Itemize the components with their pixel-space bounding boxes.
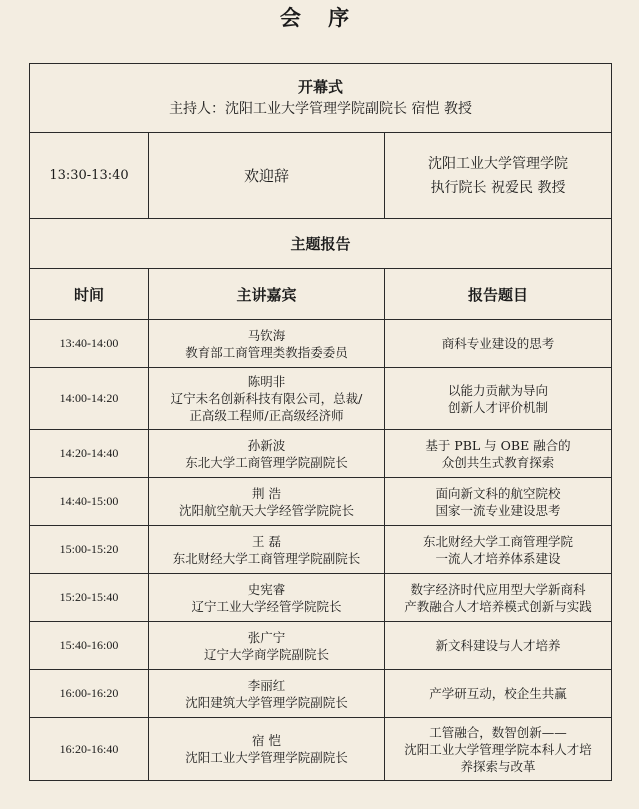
row-speaker-cell [149, 622, 385, 670]
speaker-name: 陈明非 [247, 374, 286, 389]
table-row [30, 574, 612, 622]
row-topic-cell [385, 320, 612, 368]
opening-speaker-line: 沈阳工业大学管理学院 [428, 155, 569, 172]
topic-line: 工管融合，数智创新—— [429, 724, 567, 740]
table-row [30, 670, 612, 718]
topic-line: 产学研互动，校企生共赢 [429, 686, 567, 701]
row-speaker-cell [149, 670, 385, 718]
page-title: 会 序 [279, 5, 360, 30]
speaker-name: 张广宁 [247, 629, 286, 645]
table-row [30, 430, 612, 478]
row-time: 14:20-14:40 [30, 430, 149, 478]
speaker-name: 荆 浩 [252, 485, 281, 501]
row-time: 16:00-16:20 [30, 670, 149, 718]
topic-line: 数字经济时代应用型大学新商科 [410, 581, 586, 597]
speaker-title: 沈阳工业大学管理学院副院长 [185, 750, 348, 765]
speaker-name: 李丽红 [247, 677, 286, 693]
table-row [30, 718, 612, 781]
row-speaker-cell [149, 574, 385, 622]
row-speaker-cell [149, 430, 385, 478]
opening-host: 主持人：沈阳工业大学管理学院副院长 宿恺 教授 [169, 101, 472, 117]
table-row [30, 320, 612, 368]
speaker-name: 马钦海 [247, 327, 286, 343]
reports-section-row [30, 219, 612, 269]
speaker-title: 东北财经大学工商管理学院副院长 [172, 550, 361, 566]
row-topic-cell [385, 430, 612, 478]
row-time: 13:40-14:00 [30, 320, 149, 368]
topic-line: 产教融合人才培养模式创新与实践 [404, 598, 592, 614]
topic-line: 商科专业建设的思考 [441, 336, 555, 351]
column-header-time: 时间 [30, 269, 149, 320]
row-topic-cell [385, 574, 612, 622]
opening-section-row [30, 64, 612, 133]
row-time: 14:00-14:20 [30, 368, 149, 430]
table-row [30, 368, 612, 430]
speaker-title: 辽宁工业大学经管学院院长 [191, 598, 342, 614]
opening-section-cell [30, 64, 612, 133]
speaker-title: 东北大学工商管理学院副院长 [185, 454, 348, 470]
row-time: 14:40-15:00 [30, 478, 149, 526]
reports-heading: 主题报告 [30, 219, 612, 269]
topic-line: 沈阳工业大学管理学院本科人才培 [404, 741, 592, 757]
topic-line: 新文科建设与人才培养 [435, 638, 561, 653]
row-time: 15:20-15:40 [30, 574, 149, 622]
table-header-row [30, 269, 612, 320]
row-topic-cell [385, 622, 612, 670]
speaker-title: 沈阳航空航天大学经管学院院长 [178, 502, 354, 518]
row-speaker-cell [149, 526, 385, 574]
column-header-topic: 报告题目 [385, 269, 612, 320]
speaker-title: 教育部工商管理类教指委委员 [185, 344, 348, 360]
row-speaker-cell [149, 320, 385, 368]
row-topic-cell [385, 670, 612, 718]
table-row [30, 526, 612, 574]
opening-speaker-line: 执行院长 祝爱民 教授 [430, 179, 566, 196]
row-topic-cell [385, 478, 612, 526]
table-row [30, 478, 612, 526]
topic-line: 基于 PBL 与 OBE 融合的 [425, 437, 571, 453]
row-topic-cell [385, 526, 612, 574]
row-speaker-cell [149, 368, 385, 430]
agenda-table [29, 63, 612, 781]
opening-welcome-row [30, 133, 612, 219]
opening-time: 13:30-13:40 [30, 133, 149, 219]
row-time: 15:00-15:20 [30, 526, 149, 574]
topic-line: 一流人才培养体系建设 [435, 550, 561, 566]
speaker-name: 王 磊 [252, 533, 281, 549]
row-time: 16:20-16:40 [30, 718, 149, 781]
table-row [30, 622, 612, 670]
row-speaker-cell [149, 478, 385, 526]
speaker-name: 史宪睿 [247, 581, 286, 597]
row-speaker-cell [149, 718, 385, 781]
column-header-speaker: 主讲嘉宾 [149, 269, 385, 320]
speaker-title: 辽宁未名创新科技有限公司，总裁/ [170, 391, 363, 406]
speaker-title: 正高级工程师/正高级经济师 [189, 408, 344, 423]
row-topic-cell [385, 368, 612, 430]
topic-line: 东北财经大学工商管理学院 [423, 533, 574, 549]
speaker-name: 孙新波 [247, 437, 286, 453]
speaker-title: 辽宁大学商学院副院长 [203, 646, 329, 662]
topic-line: 创新人才评价机制 [448, 399, 549, 415]
opening-heading: 开幕式 [298, 78, 344, 96]
speaker-title: 沈阳建筑大学管理学院副院长 [185, 694, 348, 710]
row-topic-cell [385, 718, 612, 781]
speaker-name: 宿 恺 [252, 733, 281, 748]
topic-line: 众创共生式教育探索 [441, 454, 555, 470]
topic-line: 以能力贡献为导向 [448, 382, 549, 398]
row-time: 15:40-16:00 [30, 622, 149, 670]
opening-speaker-cell [385, 133, 612, 219]
topic-line: 国家一流专业建设思考 [435, 502, 561, 518]
opening-topic: 欢迎辞 [149, 133, 385, 219]
topic-line: 面向新文科的航空院校 [435, 485, 561, 501]
topic-line: 养探索与改革 [460, 758, 536, 774]
